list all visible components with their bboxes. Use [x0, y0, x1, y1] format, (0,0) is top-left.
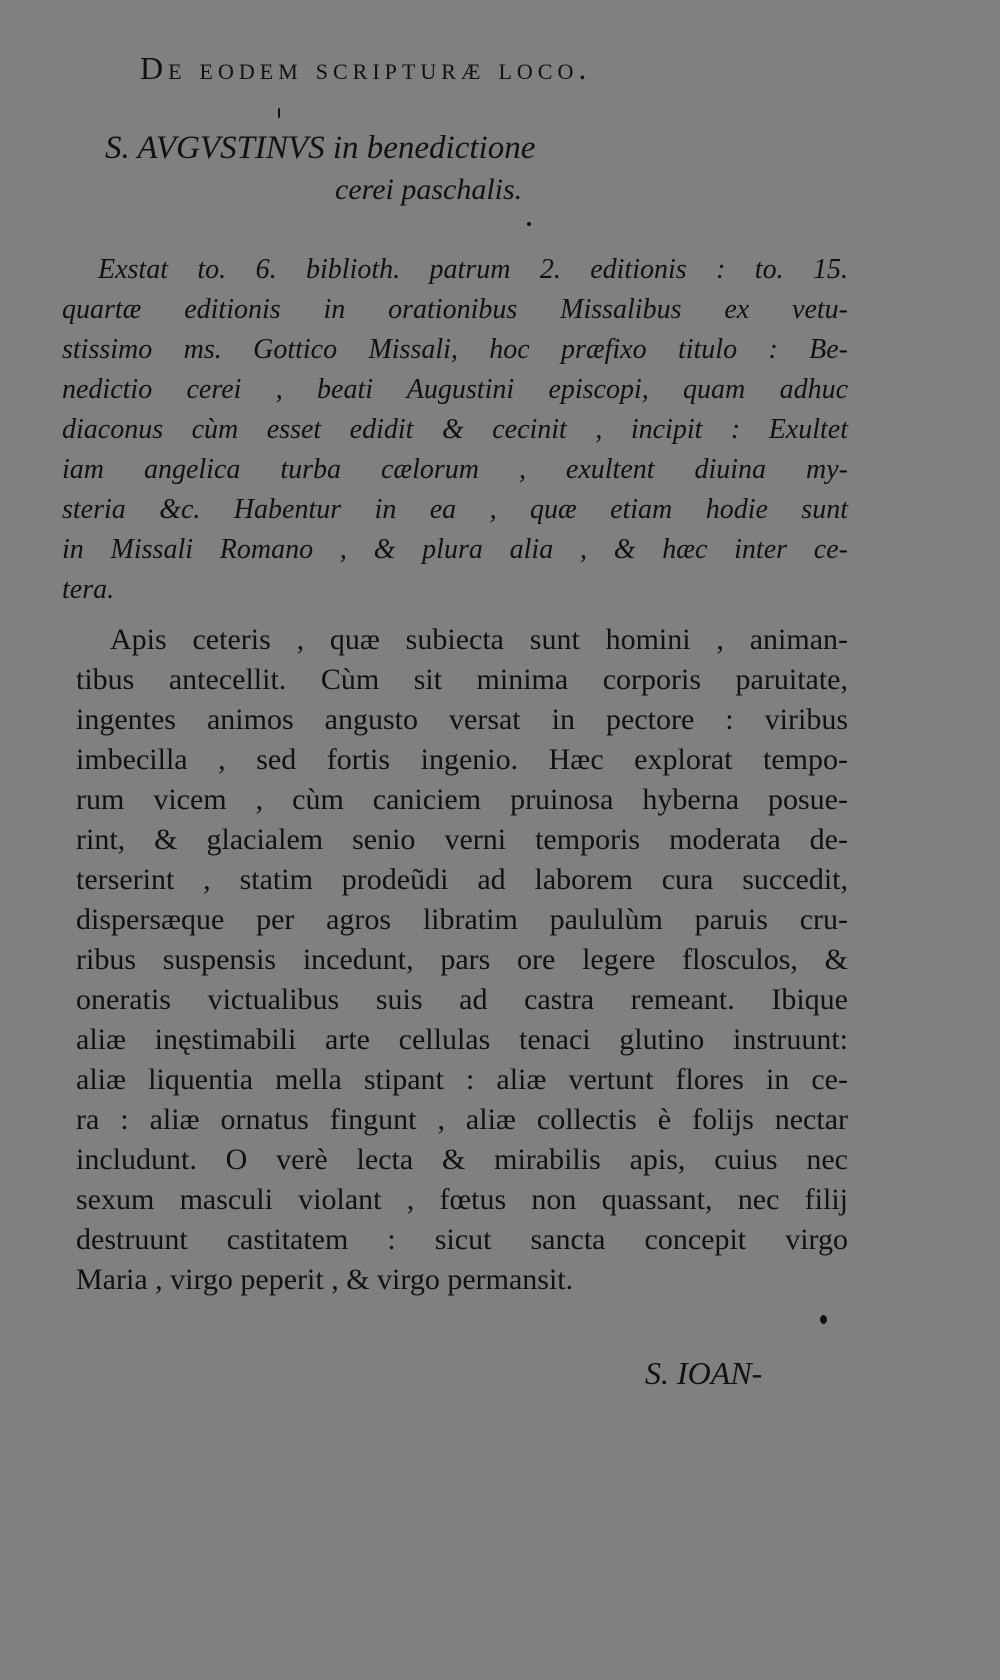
body-line: oneratis victualibus suis ad castra remeant. Ibique	[76, 983, 848, 1016]
intro-line: stissimo ms. Gottico Missali, hoc præfixo titulo : Be-	[62, 334, 848, 365]
intro-line: steria &c. Habentur in ea , quæ etiam hodie sunt	[62, 494, 848, 525]
section-subtitle: cerei paschalis.	[335, 173, 523, 206]
body-line: destruunt castitatem : sicut sancta concepit virgo	[76, 1223, 848, 1256]
body-line: ribus suspensis incedunt, pars ore legere flosculos, &	[76, 943, 848, 976]
body-line: tibus antecellit. Cùm sit minima corporis paruitate,	[76, 663, 848, 696]
body-line: rum vicem , cùm caniciem pruinosa hyberna posue-	[76, 783, 848, 816]
section-title: S. AVGVSTINVS in benedictione	[105, 130, 536, 166]
intro-line: Exstat to. 6. biblioth. patrum 2. editionis : to. 15.	[98, 254, 848, 285]
body-line: terserint , statim prodeũdi ad laborem cura succedit,	[76, 863, 848, 896]
body-line: Maria , virgo peperit , & virgo permansit.	[76, 1263, 574, 1296]
body-line: imbecilla , sed fortis ingenio. Hæc explorat tempo-	[76, 743, 848, 776]
intro-line: tera.	[62, 574, 115, 605]
intro-paragraph	[62, 250, 848, 610]
body-line: includunt. O verè lecta & mirabilis apis, cuius nec	[76, 1143, 848, 1176]
body-line: sexum masculi violant , fœtus non quassant, nec filij	[76, 1183, 848, 1216]
ink-speck	[527, 222, 531, 226]
intro-line: quartæ editionis in orationibus Missalibus ex vetu-	[62, 294, 848, 325]
intro-line: in Missali Romano , & plura alia , & hæc inter ce-	[62, 534, 848, 565]
body-line: dispersæque per agros libratim paululùm paruis cru-	[76, 903, 848, 936]
ink-speck	[278, 108, 280, 118]
body-line: Apis ceteris , quæ subiecta sunt homini , animan-	[110, 623, 848, 656]
catchword: S. IOAN-	[645, 1355, 763, 1391]
body-line: ra : aliæ ornatus fingunt , aliæ collectis è folijs nectar	[76, 1103, 848, 1136]
body-line: ingentes animos angusto versat in pectore : viribus	[76, 703, 848, 736]
body-line: aliæ liquentia mella stipant : aliæ vertunt flores in ce-	[76, 1063, 848, 1096]
body-line: aliæ inęstimabili arte cellulas tenaci glutino instruunt:	[76, 1023, 848, 1056]
body-line: rint, & glacialem senio verni temporis moderata de-	[76, 823, 848, 856]
body-paragraph	[76, 620, 848, 1300]
running-head: De eodem scripturæ loco.	[140, 50, 592, 86]
intro-line: diaconus cùm esset edidit & cecinit , incipit : Exultet	[62, 414, 848, 445]
intro-line: iam angelica turba cælorum , exultent diuina my-	[62, 454, 848, 485]
intro-line: nedictio cerei , beati Augustini episcopi, quam adhuc	[62, 374, 848, 405]
ink-speck	[820, 1315, 827, 1324]
